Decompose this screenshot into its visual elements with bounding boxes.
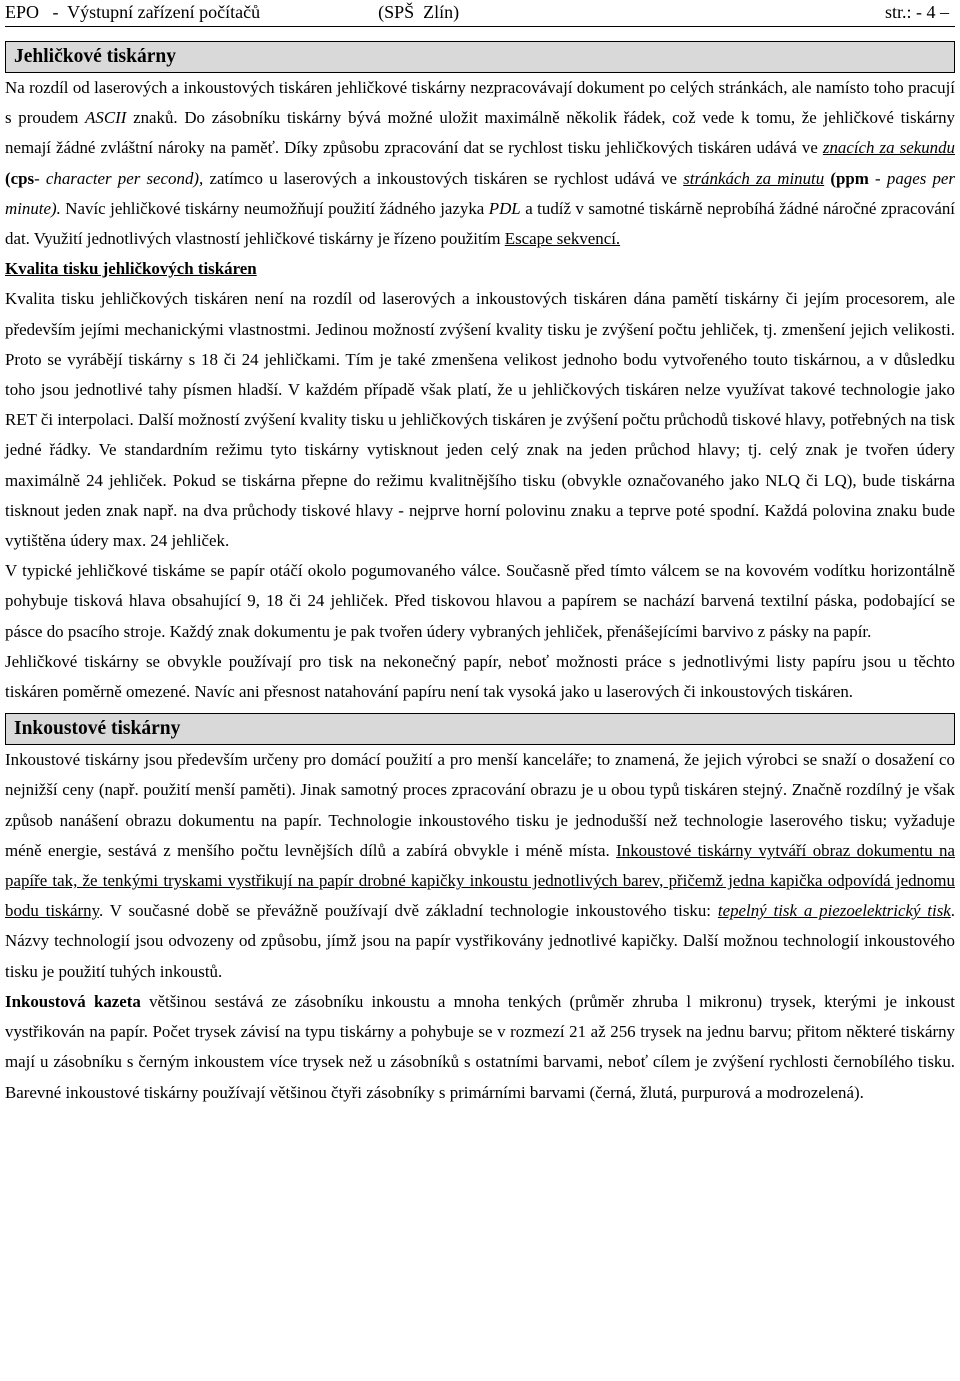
text-run: Inkoustové tiskárny jsou především určeny pro domácí použití a pro menší kanceláře; to znamená, že jejich výrobci se snaží o dosažení co nejnižší ceny (např. použití menší paměti). Jinak samotný proces zpracování obrazu je u obou typů tiskáren stejný. Značně rozdílný je však způsob nanášení obrazu dokumentu na papír. Technologie inkoustového tisku je jednodušší než technologie laserového tisku; vyžaduje méně energie, sestává z menšího počtu levnějších dílů a zabírá obvykle i méně místa. xyxy=(5,750,955,860)
text-run: zatímco u laserových a inkoustových tiskáren se rychlost udává ve xyxy=(203,168,684,188)
text-run-technologies: tepelný tisk a piezoelektrický tisk xyxy=(717,901,951,921)
text-run-cps-expl: - character per second), xyxy=(34,168,204,188)
text-run: . V současné době se převážně používají dvě základní technologie inkoustového tisku: xyxy=(98,901,718,921)
text-run-inkjet-principle: Inkoustové tiskárny vytváří obraz dokumentu na papíře tak, že tenkými tryskami vystřikují na papír drobné kapičky inkoustu jednotlivých barev, přičemž jedna kapička odpovídá jednomu bodu tiskárny xyxy=(5,840,955,921)
paragraph-ink-cartridge xyxy=(5,987,955,1108)
header-course-title: EPO - Výstupní zařízení počítačů xyxy=(5,2,261,22)
page-header xyxy=(5,0,955,27)
text-run: většinou sestává ze zásobníku inkoustu a mnoha tenkých (průměr zhruba l mikronu) trysek, kterými je inkoust vystřikován na papír. Počet trysek závisí na typu tiskárny a pohybuje se v rozmezí 21 až 256 trysek na jednu barvu; přitom některé tiskárny mají u zásobníku s černým inkoustem více trysek než u zásobníků s ostatními barvami, neboť cílem je zvýšení rychlosti černobílého tisku. Barevné inkoustové tiskárny používají většinou čtyři zásobníky s primárními barvami (černá, žlutá, purpurová a modrozelená). xyxy=(5,991,955,1102)
text-run: a tudíž v samotné tiskárně neprobíhá žádné náročné zpracování dat. Využití jednotlivých vlastností jehličkové tiskárny je řízeno použitím xyxy=(5,198,955,249)
paragraph-dot-matrix-intro xyxy=(5,73,955,254)
paragraph-inkjet-intro xyxy=(5,745,955,987)
header-school: (SPŠ Zlín) xyxy=(378,2,460,22)
text-run: . Názvy technologií jsou odvozeny od způsobu, jímž jsou na papír vystřikovány jednotlivé kapičky. Další možnou technologií inkoustového tisku je použití tuhých inkoustů. xyxy=(5,901,955,981)
subheading-print-quality: Kvalita tisku jehličkových tiskáren xyxy=(5,259,257,279)
document-page xyxy=(5,0,955,1108)
paragraph-print-quality: Kvalita tisku jehličkových tiskáren není na rozdíl od laserových a inkoustových tiskáren dána pamětí tiskárny či jejím procesorem, ale především jejími mechanickými vlastnostmi. Jedinou možností zvýšení kvality tisku je zvýšení počtu jehliček, tj. zmenšení jejich velikosti. Proto se vyrábějí tiskárny s 18 či 24 jehličkami. Tím je také zmenšena velikost jednoho bodu vytvořeného touto tiskárnou, a v důsledku toho jsou jednotlivé tahy písmen hladší. V každém případě však platí, že u jehličkových tiskáren nelze využívat takové technologie jako RET či interpolaci. Další možností zvýšení kvality tisku u jehličkových tiskáren je zvýšení počtu průchodů tiskové hlavy, potřebných na tisk jedné řádky. Ve standardním režimu tyto tiskárny vytisknout jeden celý znak na jeden průchod hlavy; tj. celý znak je tvořen údery maximálně 24 jehliček. Pokud se tiskárna přepne do režimu kvalitnějšího tisku (obvykle označovaného jako NLQ či LQ), bude tiskárna tisknout jeden znak např. na dva průchody tiskové hlavy - nejprve horní polovinu znaku a teprve poté spodní. Každá polovina znaku bude vytištěna údery max. 24 jehliček. xyxy=(5,289,955,551)
paragraph-typical-printer: V typické jehličkové tiskáme se papír otáčí okolo pogumovaného válce. Současně před tímto válcem se na kovovém vodítku horizontálně pohybuje tisková hlava obsahující 9, 18 či 24 jehliček. Před tiskovou hlavou a papírem se nachází barvená textilní páska, podobající se pásce do psacího stroje. Každý znak dokumentu je pak tvořen údery vybraných jehliček, přenášejícími barvivo z pásky na papír. xyxy=(5,561,955,641)
text-run: Navíc jehličkové tiskárny neumožňují použití žádného jazyka xyxy=(60,198,489,218)
text-run-ppm-term: stránkách za minutu xyxy=(683,168,825,188)
text-run-ppm-expl: - pages per minute). xyxy=(5,168,955,218)
text-run: Na rozdíl od laserových a inkoustových tiskáren jehličkové tiskárny nezpracovávají dokument po celých stránkách, ale namísto toho pracují s proudem xyxy=(5,78,955,128)
text-run-cps-term: znacích za sekundu xyxy=(822,138,955,158)
text-run-pdl: PDL xyxy=(488,198,521,218)
text-run-ppm: ppm xyxy=(836,168,869,188)
text-run-escape: Escape sekvencí. xyxy=(504,229,621,249)
text-run-cps: cps xyxy=(10,168,35,188)
section-heading-inkjet: Inkoustové tiskárny xyxy=(5,713,955,745)
paragraph-continuous-paper: Jehličkové tiskárny se obvykle používají pro tisk na nekonečný papír, neboť možnosti práce s jednotlivými listy papíru jsou u těchto tiskáren poměrně omezené. Navíc ani přesnost natahování papíru není tak vysoká jako u laserových či inkoustových tiskáren. xyxy=(5,651,955,702)
text-run: ( xyxy=(5,168,11,188)
text-run: znaků. Do zásobníku tiskárny bývá možné uložit maximálně několik řádek, což vede k tomu, že jehličkové tiskárny nemají žádné zvláštní nároky na paměť. Díky způsobu zpracování dat se rychlost tisku jehličkových tiskáren udává ve xyxy=(5,108,956,158)
section-heading-dot-matrix: Jehličkové tiskárny xyxy=(5,41,955,73)
text-run-cartridge-term: Inkoustová kazeta xyxy=(5,991,141,1011)
header-page-number: str.: - 4 – xyxy=(884,2,949,22)
text-run-ascii: ASCII xyxy=(85,108,127,128)
text-run: ( xyxy=(824,168,836,188)
